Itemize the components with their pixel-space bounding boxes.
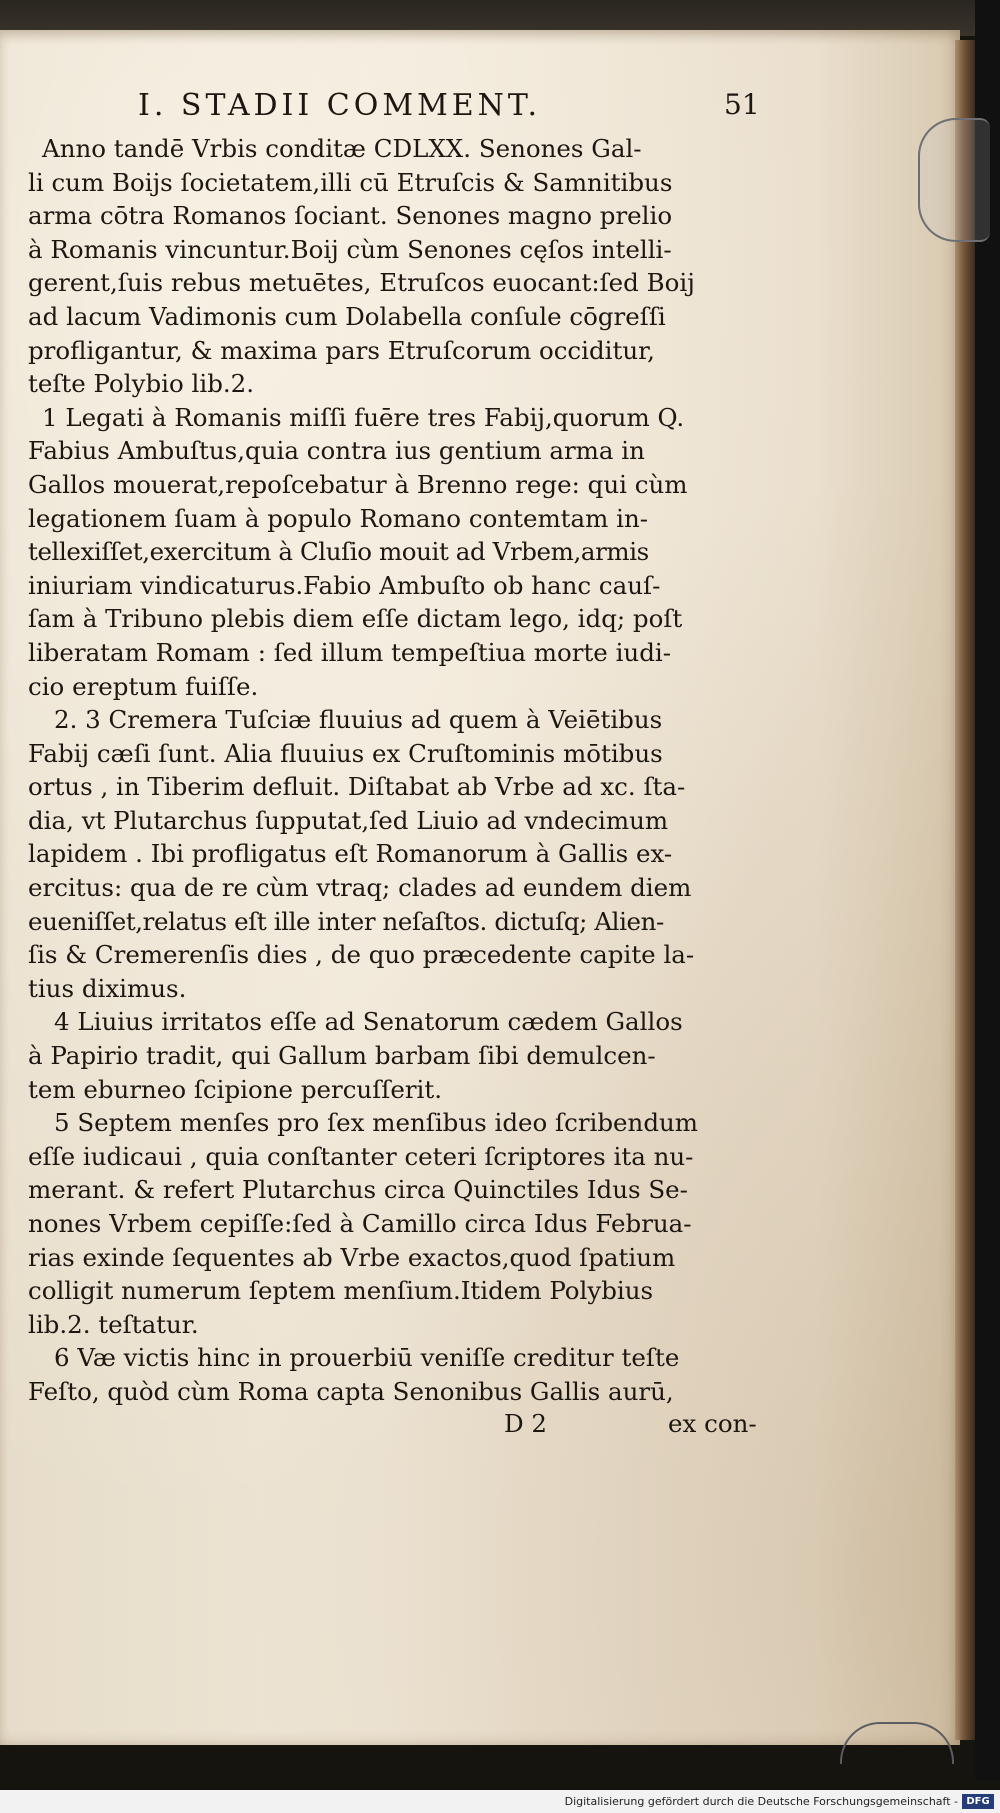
text-line: gerent,ſuis rebus metuētes, Etruſcos euocant:ſed Boij: [28, 268, 695, 298]
running-head-title: I. STADII COMMENT.: [138, 88, 542, 123]
text-line: tem eburneo ſcipione percuſſerit.: [28, 1074, 443, 1104]
text-line: nones Vrbem cepiſſe:ſed à Camillo circa Idus Februa-: [28, 1209, 692, 1238]
text-line: à Papirio tradit, qui Gallum barbam ſibi demulcen-: [28, 1041, 656, 1071]
text-line: ercitus: qua de re cùm vtraq; clades ad eundem diem: [28, 873, 692, 903]
text-line: ſam à Tribuno plebis diem eſſe dictam lego, idq; poſt: [28, 604, 683, 634]
text-line: teſte Polybio lib.2.: [28, 369, 255, 399]
text-line: lib.2. teſtatur.: [28, 1309, 199, 1339]
text-line: Gallos mouerat,repoſcebatur à Brenno rege: qui cùm: [28, 469, 688, 499]
text-line: Fabius Ambuſtus,quia contra ius gentium arma in: [28, 436, 645, 466]
text-line: Feſto, quòd cùm Roma capta Senonibus Gallis aurū,: [28, 1376, 674, 1406]
page-text: [28, 88, 768, 1443]
text-line: ortus , in Tiberim defluit. Diſtabat ab Vrbe ad xc. ſta-: [28, 772, 686, 802]
dfg-logo: DFG: [962, 1794, 994, 1809]
text-line: ſis & Cremerenſis dies , de quo præcedente capite la-: [28, 940, 695, 970]
text-line: ad lacum Vadimonis cum Dolabella conſule cōgreſſi: [28, 301, 666, 331]
note-line: 5 Septem menſes pro ſex menſibus ideo ſcribendum: [54, 1108, 699, 1138]
text-line: à Romanis vincuntur.Boij cùm Senones cęſos intelli-: [28, 234, 672, 264]
text-line: profligantur, & maxima pars Etruſcorum occiditur,: [28, 335, 655, 365]
note-line: 6 Væ victis hinc in prouerbiū veniſſe creditur teſte: [54, 1343, 680, 1373]
text-line: tius diximus.: [28, 973, 187, 1003]
text-line: tellexiſſet,exercitum à Cluſio mouit ad Vrbem,armis: [28, 537, 649, 567]
text-line: lapidem . Ibi profligatus eſt Romanorum à Gallis ex-: [28, 839, 673, 869]
catchword: ex con-: [668, 1408, 757, 1438]
text-line: eueniſſet,relatus eſt ille inter neſaſtos. dictuſq; Alien-: [28, 906, 664, 936]
page-foot: [28, 1409, 768, 1443]
page-fore-edge: [955, 40, 975, 1740]
page-number: 51: [724, 88, 760, 121]
text-line: Anno tandē Vrbis conditæ CDLXX. Senones Gal-: [42, 134, 642, 163]
page-clip-top: [918, 118, 990, 242]
text-line: legationem ſuam à populo Romano contemtam in-: [28, 503, 649, 533]
note-line: 4 Liuius irritatos eſſe ad Senatorum cædem Gallos: [54, 1007, 683, 1037]
text-line: merant. & refert Plutarchus circa Quinctiles Idus Se-: [28, 1175, 688, 1205]
digitization-credit: Digitalisierung gefördert durch die Deutsche Forschungsgemeinschaft -: [564, 1795, 958, 1808]
binding-shadow: [975, 0, 1000, 1780]
text-line: arma cōtra Romanos ſociant. Senones magno prelio: [28, 201, 673, 231]
text-line: iniuriam vindicaturus.Fabio Ambuſto ob hanc cauſ-: [28, 570, 661, 600]
signature-mark: D 2: [504, 1408, 548, 1438]
text-line: dia, vt Plutarchus ſupputat,ſed Liuio ad vndecimum: [28, 805, 669, 835]
text-line: li cum Boijs ſocietatem,illi cū Etruſcis & Samnitibus: [28, 167, 673, 197]
text-line: eſſe iudicaui , quia conſtanter ceteri ſcriptores ita nu-: [28, 1141, 694, 1171]
note-line: 2. 3 Cremera Tuſciæ fluuius ad quem à Veiētibus: [54, 705, 663, 735]
running-head: [28, 88, 768, 132]
text-line: rias exinde ſequentes ab Vrbe exactos,quod ſpatium: [28, 1242, 676, 1272]
note-line: 1 Legati à Romanis miſſi fuēre tres Fabij,quorum Q.: [42, 402, 685, 432]
text-line: Fabij cæſi ſunt. Alia fluuius ex Cruſtominis mōtibus: [28, 738, 663, 768]
page-clip-bottom: [840, 1722, 954, 1764]
text-line: liberatam Romam : ſed illum tempeſtiua morte iudi-: [28, 637, 672, 667]
text-line: cio ereptum fuiſſe.: [28, 671, 259, 701]
text-line: colligit numerum ſeptem menſium.Itidem Polybius: [28, 1276, 654, 1306]
